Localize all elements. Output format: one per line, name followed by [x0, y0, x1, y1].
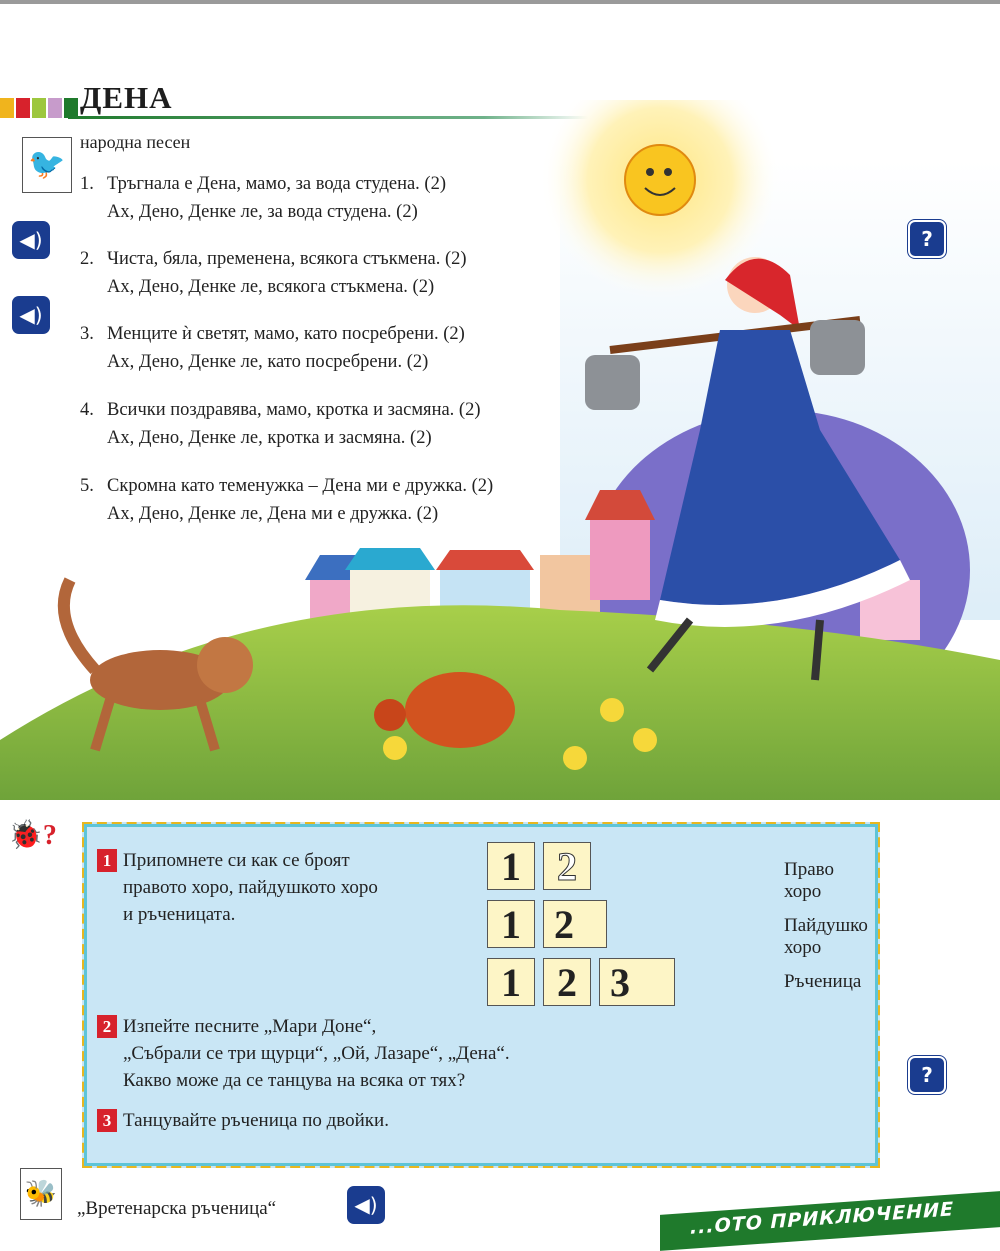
sun-icon: [625, 145, 695, 215]
speaker-icon: ◀): [19, 228, 43, 252]
beat-cell: 2: [543, 958, 591, 1006]
beat-cell: 2: [543, 842, 591, 890]
top-border: [0, 0, 1000, 4]
singing-bird-icon: 🐦: [22, 137, 72, 193]
chapter-banner: ...ОТО ПРИКЛЮЧЕНИЕ: [660, 1191, 1000, 1251]
title-color-stripes: [0, 98, 78, 118]
song-subtitle: народна песен: [80, 132, 191, 152]
task-number: 2: [97, 1015, 117, 1038]
title-underline: [68, 116, 588, 119]
dance-name: Пайдушко хоро: [784, 915, 868, 958]
bee-icon: 🐝: [20, 1168, 62, 1220]
exercise-box: [82, 822, 880, 1168]
verse-4: 4. Всички поздравява, мамо, кротка и засмяна. (2) Ах, Дено, Денке ле, кротка и засмяна. (2): [80, 400, 481, 448]
verse-5: 5. Скромна като теменужка – Дена ми е дружка. (2) Ах, Дено, Денке ле, Дена ми е дружка. (2): [80, 476, 494, 524]
page-title: ДЕНА: [80, 80, 173, 115]
verse-3: 3. Менците ѝ светят, мамо, като посребрени. (2) Ах, Дено, Денке ле, като посребрени. (2): [80, 324, 465, 372]
dance-name: Право хоро: [784, 859, 834, 902]
beat-cell: 3: [599, 958, 675, 1006]
question-bird-icon: 🐞?: [8, 820, 57, 851]
question-icon: ?: [921, 1063, 933, 1087]
audio-button-3[interactable]: [347, 1186, 385, 1224]
dance-name: Ръченица: [784, 971, 862, 992]
question-icon: ?: [921, 227, 933, 251]
audio-button-2[interactable]: [12, 296, 50, 334]
task-1: 1 Припомнете си как се броят правото хоро, пайдушкото хоро и ръченицата.: [123, 847, 378, 928]
help-button-2[interactable]: [908, 1056, 946, 1094]
beat-cell: 1: [487, 900, 535, 948]
task-3: 3 Танцувайте ръченица по двойки.: [123, 1107, 389, 1134]
help-button-1[interactable]: [908, 220, 946, 258]
verse-1: 1. Тръгнала е Дена, мамо, за вода студена. (2) Ах, Дено, Денке ле, за вода студена. (2): [80, 174, 447, 222]
beat-cell: 2: [543, 900, 607, 948]
verse-2: 2. Чиста, бяла, пременена, всякога стъкмена. (2) Ах, Дено, Денке ле, всякога стъкмена. (2): [80, 249, 467, 297]
beat-cell: 1: [487, 958, 535, 1006]
speaker-icon: ◀): [354, 1193, 378, 1217]
audio-button-1[interactable]: [12, 221, 50, 259]
speaker-icon: ◀): [19, 303, 43, 327]
listening-song-title: „Вретенарска ръченица“: [77, 1198, 277, 1219]
task-number: 1: [97, 849, 117, 872]
beat-cell: 1: [487, 842, 535, 890]
task-2: 2 Изпейте песните „Мари Доне“, „Събрали се три щурци“, „Ой, Лазаре“, „Дена“. Какво може да се танцува на всяка от тях?: [123, 1013, 510, 1094]
task-number: 3: [97, 1109, 117, 1132]
